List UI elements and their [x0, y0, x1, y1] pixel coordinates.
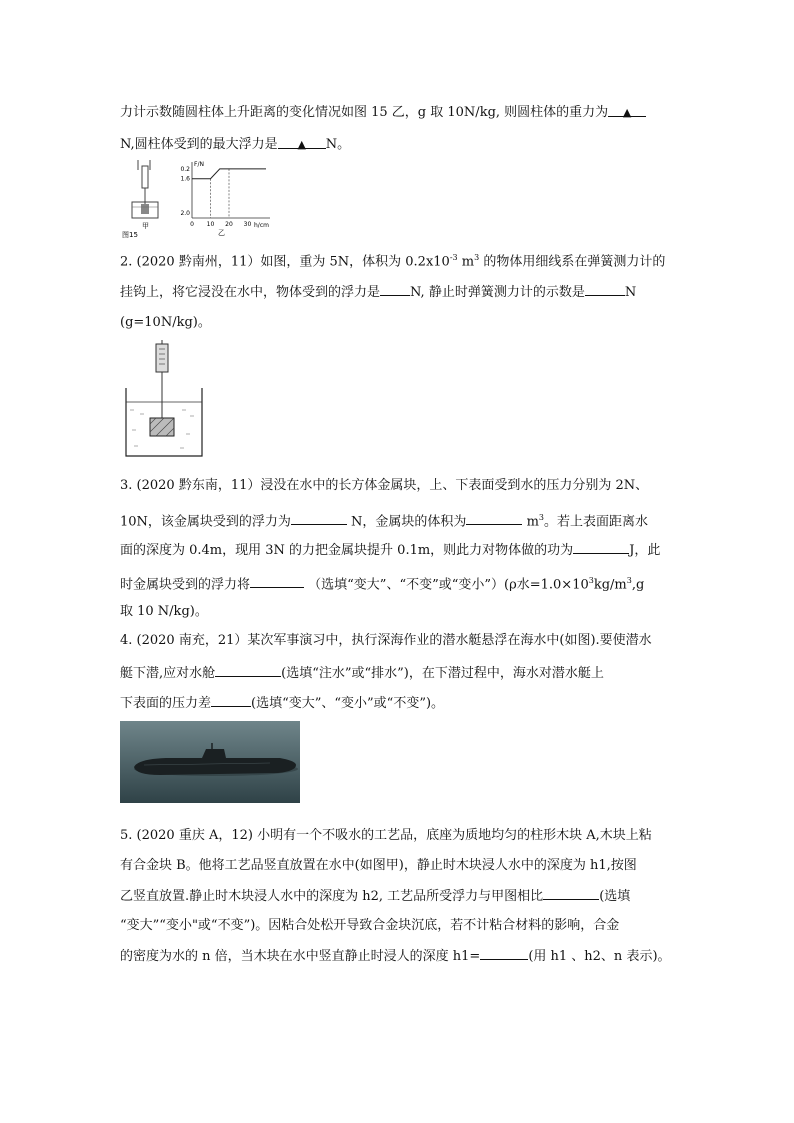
x-tick-label: 0 [190, 221, 194, 228]
q4-blank-tank[interactable] [215, 664, 281, 677]
spring-scale-body [156, 344, 168, 372]
q4-line-2: 艇下潜,应对水舱 (选填“注水”或“排水”)，在下潜过程中，海水对潜水艇上 [120, 666, 604, 681]
q3-line-3: 面的深度为 0.4m，现用 3N 的力把金属块提升 0.1m，则此力对物体做的功为 J，此 [120, 543, 661, 558]
q3-line-5: 取 10 N/kg)。 [120, 604, 208, 619]
q5-line-2: 有合金块 B。他将工艺品竖直放置在水中(如图甲)，静止时木块浸人水中的深度为 h1,按图 [120, 858, 637, 873]
q4-blank-pressure-diff[interactable] [211, 694, 251, 707]
q5-blank-depth-expression[interactable] [480, 947, 528, 960]
submarine-sail [202, 749, 226, 758]
q3-line-1: 3. (2020 黔东南，11）浸没在水中的长方体金属块，上、下表面受到水的压力分别为 2N、 [120, 478, 649, 493]
q1-blank-weight[interactable]: ▲ [608, 104, 646, 117]
q3-blank-buoyancy[interactable] [291, 512, 347, 525]
q3-line-2: 10N，该金属块受到的浮力为 N，金属块的体积为 $m^3$。若上表面距离水 [120, 513, 649, 530]
q3-blank-buoyancy-change[interactable] [250, 575, 304, 588]
q3-line-4: 时金属块受到的浮力将 （选填“变大”、“不变”或“变小”）(ρ水$=1.0\times 10^3kg/m^3,g$ [120, 576, 645, 593]
submarine-hull [134, 758, 296, 775]
q2-blank-buoyancy[interactable] [380, 283, 410, 296]
q1-graph-label: 乙 [218, 229, 225, 237]
q5-blank-buoyancy-change[interactable] [543, 887, 599, 900]
y-axis-label: F/N [194, 161, 204, 168]
q1-line-1: 力计示数随圆柱体上升距离的变化情况如图 15 乙，g 取 10N/kg, 则圆柱体的重力为 ▲ [120, 104, 646, 122]
q2-line-2: 挂钩上，将它浸没在水中，物体受到的浮力是 N, 静止时弹簧测力计的示数是 N [120, 285, 637, 300]
q5-line-4: “变大”“变小"或“不变”)。因粘合处松开导致合金块沉底，若不计粘合材料的影响，合金 [120, 918, 620, 933]
q1-apparatus-diagram [132, 160, 158, 218]
y-tick-label: 0.2 [180, 165, 190, 173]
q4-line-1: 4. (2020 南充，21）某次军事演习中，执行深海作业的潜水艇悬浮在海水中(如图).要使潜水 [120, 633, 652, 648]
q1-blank-buoyancy[interactable]: ▲ [278, 136, 326, 149]
q1-figure-label: 图15 [122, 231, 138, 238]
q1-figure-15 [120, 158, 270, 238]
q2-blank-reading[interactable] [585, 283, 625, 296]
q2-line-3: (g=10N/kg)。 [120, 315, 211, 330]
x-tick-label: 10 [206, 221, 215, 228]
q3-blank-work[interactable] [573, 541, 629, 554]
q2-figure-spring-scale [120, 340, 206, 460]
y-tick-label: 1.6 [180, 175, 190, 183]
q1-line-2: N,圆柱体受到的最大浮力是 ▲ N。 [120, 137, 351, 152]
q3-blank-volume[interactable] [466, 512, 522, 525]
x-tick-label: 30 [243, 221, 252, 228]
y-tick-label: 2.0 [180, 210, 190, 218]
q1-graph [180, 161, 270, 237]
q2-line-1: 2. (2020 黔南州，11）如图，重为 5N，体积为 $0.2x10^{-3}$ $m^3$ 的物体用细线系在弹簧测力计的 [120, 253, 666, 270]
q5-line-3: 乙竖直放置.静止时木块浸人水中的深度为 h2, 工艺品所受浮力与甲图相比 (选填 [120, 889, 631, 904]
x-axis-label: h/cm [254, 222, 269, 229]
q4-submarine-photo [120, 721, 300, 803]
q4-line-3: 下表面的压力差 (选填“变大”、“变小”或“不变”)。 [120, 696, 445, 711]
x-tick-label: 20 [225, 221, 233, 228]
q1-apparatus-label: 甲 [142, 222, 149, 230]
q5-line-1: 5. (2020 重庆 A，12) 小明有一个不吸水的工艺品，底座为质地均匀的柱形木块 A,木块上粘 [120, 828, 652, 843]
q5-line-5: 的密度为水的 n 倍，当木块在水中竖直静止时浸人的深度 h1= (用 h1 、h2、n 表示)。 [120, 949, 671, 964]
